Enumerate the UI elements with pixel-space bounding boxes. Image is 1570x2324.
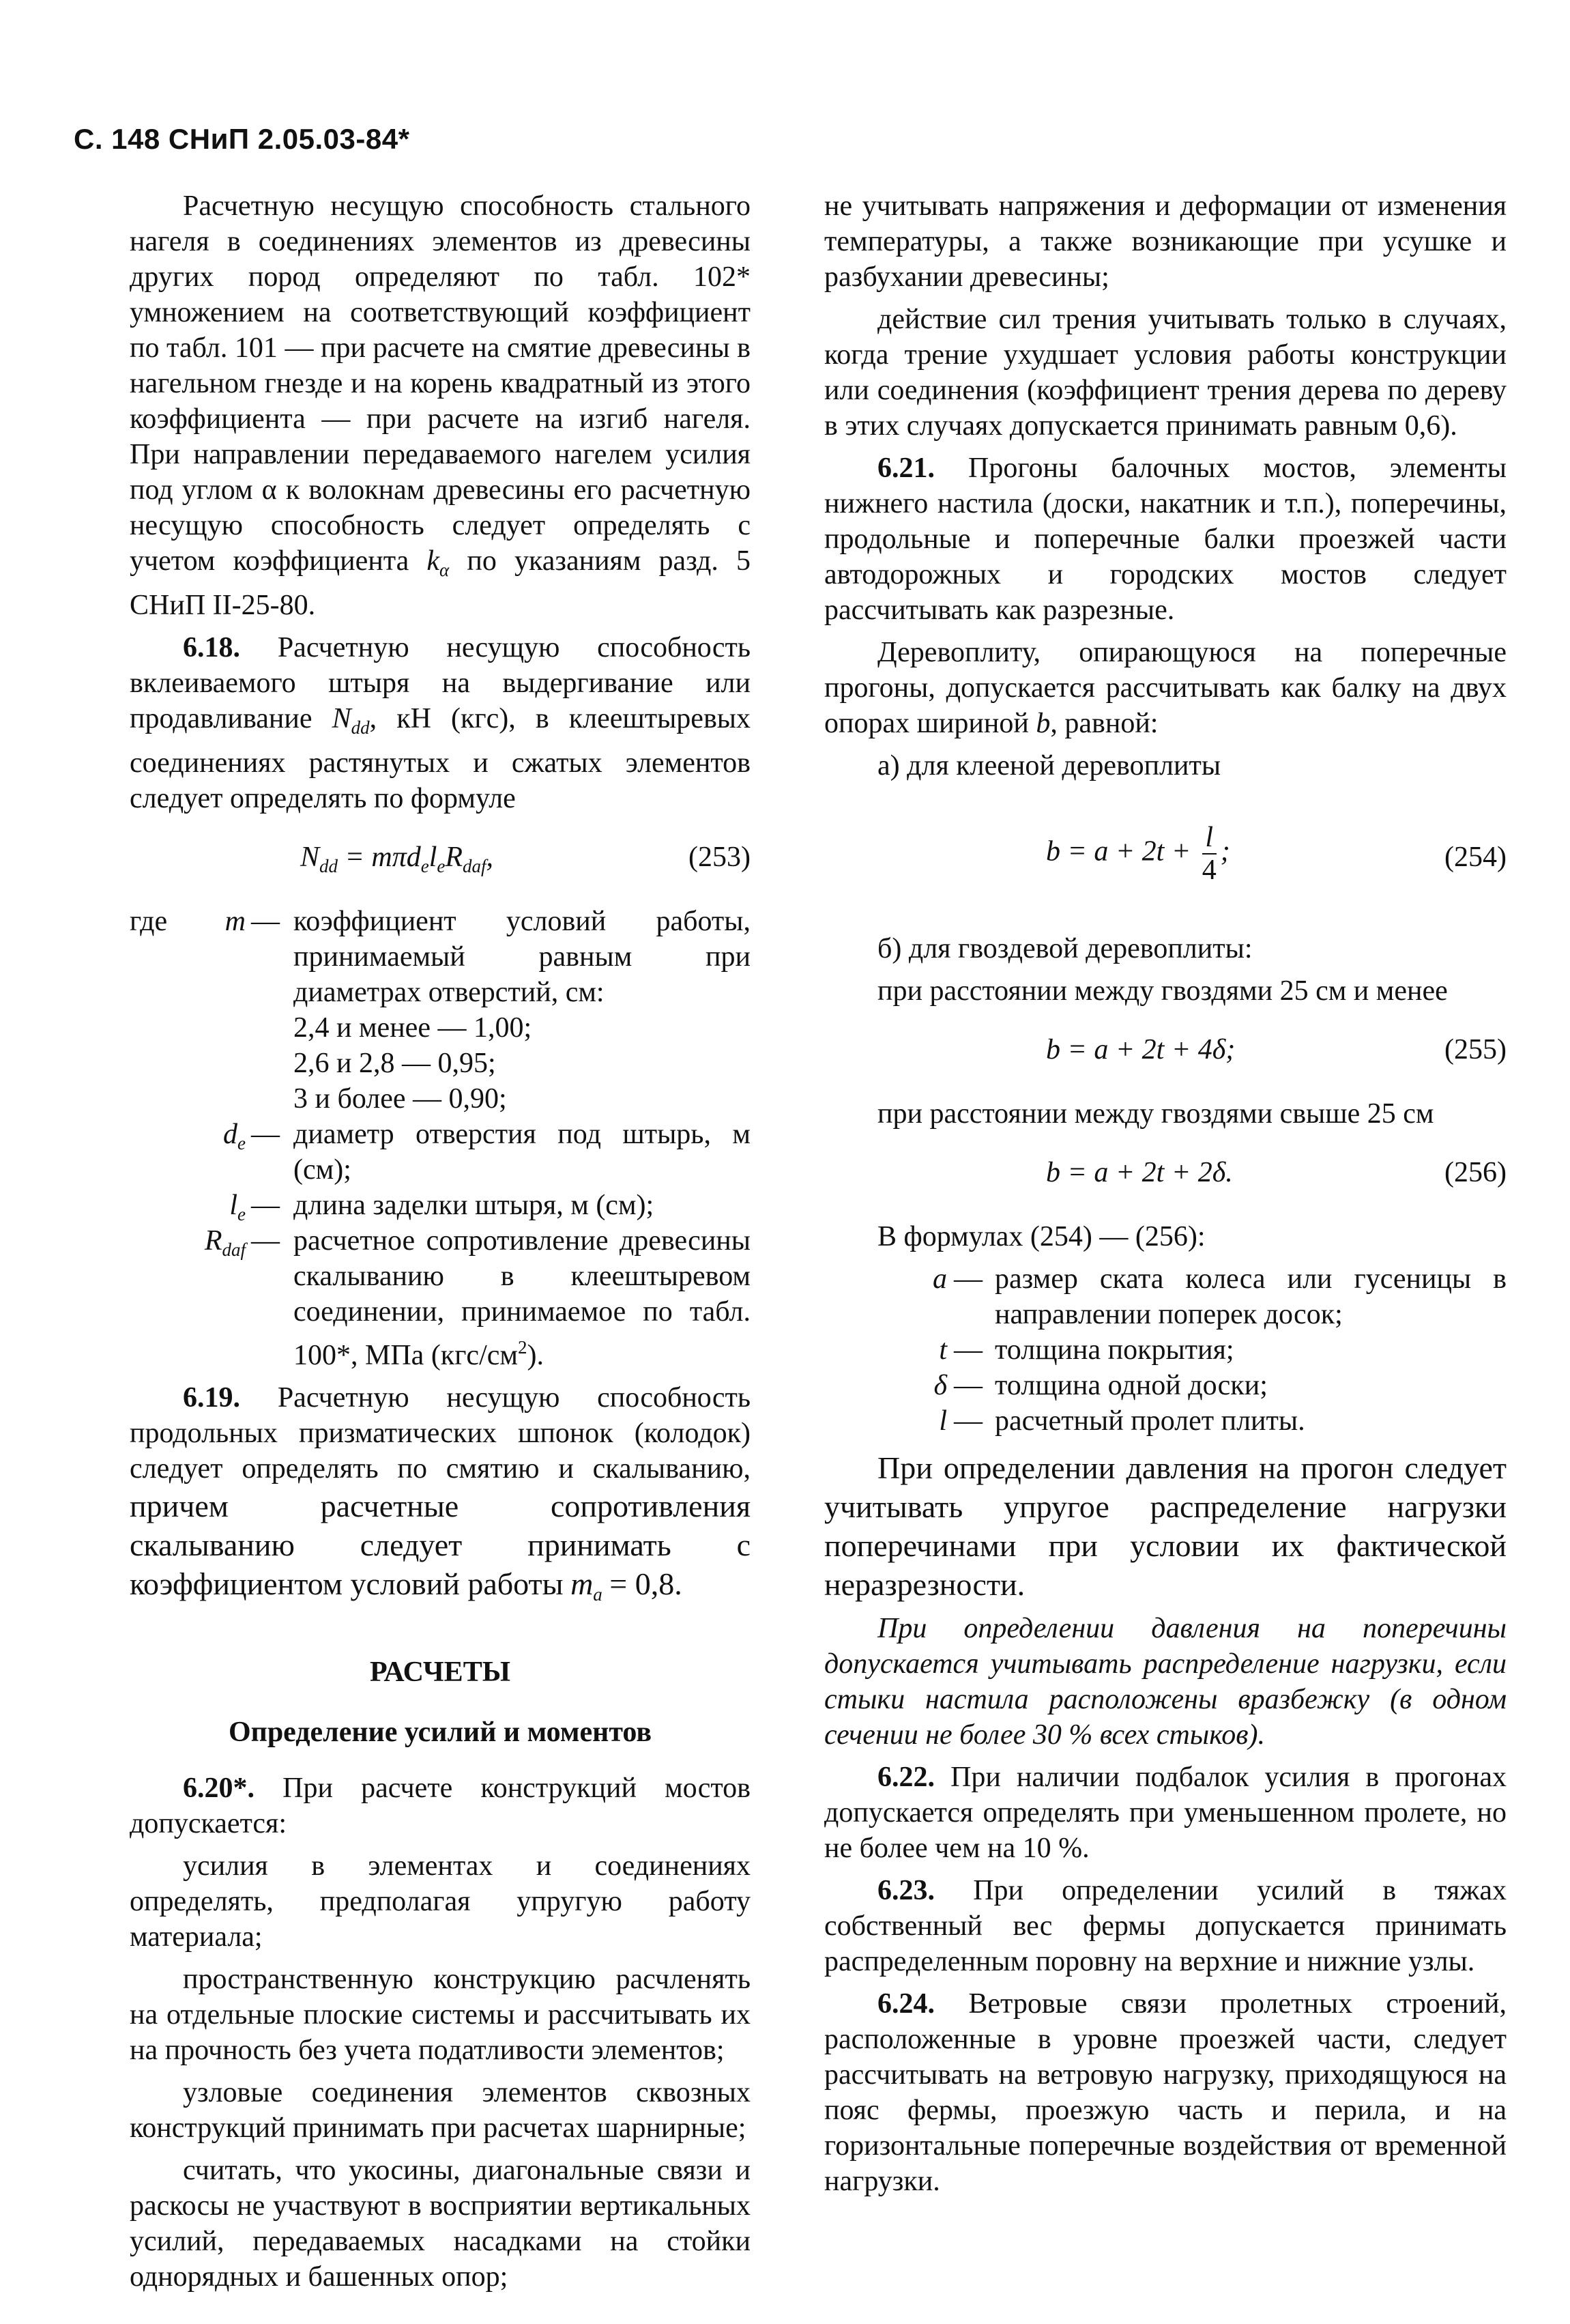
definition-delta: δ — толщина одной доски;	[933, 1370, 1268, 1401]
definition-le: $l_e$ — длина заделки штыря, м (см);	[229, 1190, 654, 1224]
formula-253-expression: $N_{dd} = m\pi d_el_eR_{daf}$,	[300, 842, 494, 876]
formula-256-number: (256)	[1444, 1157, 1507, 1188]
item-6-20-5: не учитывать напряжения и деформации от изменения температуры, а также возникающие при усушке и разбухании древесины;	[824, 190, 1507, 293]
definition-rdaf: $R_{daf}$ — расчетное сопротивление древесины скалыванию в клеештыревом соединении, принимаемое по табл. 100*, МПа $(кгс/см^2)$.	[204, 1225, 751, 1371]
formula-256-expression: b = a + 2t + 2δ.	[1046, 1157, 1233, 1188]
section-6-24: 6.24. Ветровые связи пролетных строений, расположенные в уровне проезжей части, следует рассчитывать на ветровую нагрузку, приходящуюся на пояс фермы, проезжую часть и перила, и на горизонтальные поперечные воздействия от временной нагрузки.	[824, 1988, 1507, 2197]
definition-de: $d_e$ — диаметр отверстия под штырь, м (см);	[223, 1119, 751, 1186]
item-6-20-1: усилия в элементах и соединениях определять, предполагая упругую работу материала;	[130, 1850, 751, 1953]
heading-calculations: РАСЧЕТЫ	[370, 1656, 510, 1688]
case-b: б) для гвоздевой деревоплиты:	[877, 933, 1253, 964]
paragraph-girder-pressure: При определении давления на прогон следует учитывать упругое распределение нагрузки поперечинами при условии их фактической неразрезности.	[824, 1450, 1507, 1602]
formula-255-expression: b = a + 2t + 4δ;	[1046, 1034, 1236, 1065]
right-column	[824, 188, 1507, 2206]
formula-256	[824, 1155, 1507, 1196]
definition-t: t — толщина покрытия;	[939, 1334, 1234, 1366]
section-6-19: 6.19. Расчетную несущую способность продольных призматических шпонок (колодок) следует определять по смятию и скалыванию, причем расчетные сопротивления скалыванию следует принимать с коэффициентом условий работы $m_a = 0,8$.	[130, 1382, 751, 1605]
paragraph-crossbeam-pressure: При определении давления на поперечины допускается учитывать распределение нагрузки, если стыки настила расположены вразбежку (в одном сечении не более 30 % всех стыков).	[824, 1613, 1507, 1751]
formula-253-number: (253)	[688, 842, 751, 873]
formulas-intro: В формулах (254) — (256):	[877, 1221, 1206, 1252]
paragraph-deck-slab: Деревоплиту, опирающуюся на поперечные прогоны, допускается рассчитывать как балку на двух опорах шириной b, равной:	[824, 637, 1507, 739]
formula-254	[824, 812, 1507, 901]
case-a: а) для клееной деревоплиты	[877, 750, 1221, 781]
page-header: С. 148 СНиП 2.05.03-84*	[74, 123, 410, 155]
section-6-23: 6.23. При определении усилий в тяжах собственный вес фермы допускается принимать распределенным поровну на верхние и нижние узлы.	[824, 1875, 1507, 1977]
item-6-20-6: действие сил трения учитывать только в случаях, когда трение ухудшает условия работы конструкции или соединения (коэффициент трения дерева по дереву в этих случаях допускается принимать равным 0,6).	[824, 304, 1507, 442]
formula-253-definitions	[130, 904, 751, 1373]
heading-forces: Определение усилий и моментов	[228, 1717, 652, 1748]
section-6-18: 6.18. Расчетную несущую способность вклеиваемого штыря на выдергивание или продавливание $N_{dd}$, кН (кгс), в клеештыревых соединениях растянутых и сжатых элементов следует определять по формуле	[130, 632, 751, 814]
formula-254-number: (254)	[1444, 842, 1507, 873]
item-6-20-2: пространственную конструкцию расчленять на отдельные плоские системы и рассчитывать их на прочность без учета податливости элементов;	[130, 1964, 751, 2066]
section-6-21: 6.21. Прогоны балочных мостов, элементы нижнего настила (доски, накатник и т.п.), поперечины, продольные и поперечные балки проезжей части автодорожных и городских мостов следует рассчитывать как разрезные.	[824, 453, 1507, 626]
section-6-22: 6.22. При наличии подбалок усилия в прогонах допускается определять при уменьшенном пролете, но не более чем на 10 %.	[824, 1762, 1507, 1864]
formula-255	[824, 1032, 1507, 1073]
definition-l: l — расчетный пролет плиты.	[939, 1405, 1305, 1437]
section-6-20: 6.20*. При расчете конструкций мостов допускается:	[130, 1773, 751, 1839]
case-b-2: при расстоянии между гвоздями свыше 25 см	[877, 1098, 1434, 1130]
item-6-20-3: узловые соединения элементов сквозных конструкций принимать при расчетах шарнирные;	[130, 2077, 751, 2144]
case-b-1: при расстоянии между гвоздями 25 см и менее	[877, 975, 1448, 1007]
formula-253	[130, 840, 751, 880]
formula-254-256-definitions	[872, 1261, 1507, 1439]
left-column	[130, 188, 751, 2301]
definition-a: a — размер ската колеса или гусеницы в направлении поперек досок;	[933, 1263, 1507, 1330]
item-6-20-4: считать, что укосины, диагональные связи и раскосы не участвуют в восприятии вертикальных усилий, передаваемых насадками на стойки однорядных и башенных опор;	[130, 2155, 751, 2293]
paragraph-steel-dowel: Расчетную несущую способность стального нагеля в соединениях элементов из древесины других пород определяют по табл. 102* умножением на соответствующий коэффициент по табл. 101 — при расчете на смятие древесины в нагельном гнезде и на корень квадратный из этого коэффициента — при расчете на изгиб нагеля. При направлении передаваемого нагелем усилия под углом α к волокнам древесины его расчетную несущую способность следует определять с учетом коэффициента $k_\alpha$ по указаниям разд. 5 СНиП II-25-80.	[130, 190, 751, 621]
formula-255-number: (255)	[1444, 1034, 1507, 1065]
formula-254-expression: b = a + 2t + $\frac{l}{4}$ ;	[1046, 822, 1230, 886]
definition-m: где m — коэффициент условий работы, принимаемый равным при диаметрах отверстий, см: 2,4 и менее — 1,00; 2,6 и 2,8 — 0,95; 3 и более — 0,90;	[130, 906, 751, 1115]
